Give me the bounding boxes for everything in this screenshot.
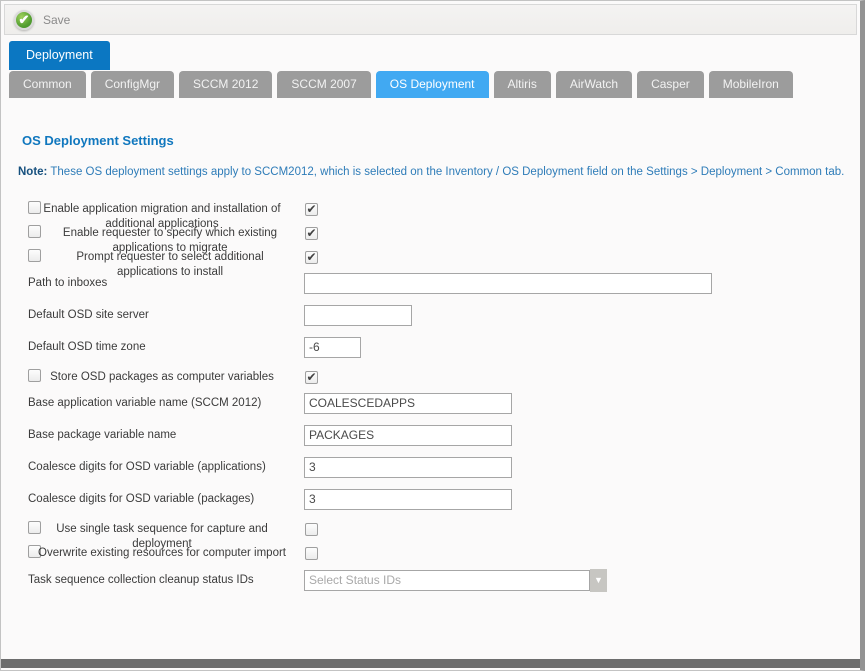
tab-configmgr[interactable]: ConfigMgr — [91, 71, 174, 98]
form-row — [28, 569, 848, 592]
form-row — [28, 521, 268, 550]
dropdown-arrow-icon[interactable]: ▼ — [590, 569, 607, 592]
toolbar — [4, 4, 857, 35]
use-single-task-sequence-checkbox[interactable] — [305, 523, 318, 536]
save-check-icon: ✔ — [14, 10, 34, 30]
form-row — [28, 305, 848, 326]
default-osd-time-zone-label: Default OSD time zone — [28, 340, 146, 353]
form-row — [28, 249, 317, 278]
form-row — [28, 545, 286, 559]
tab-airwatch[interactable]: AirWatch — [556, 71, 632, 98]
enable-application-migration-label: Enable application migration and installation of additional applications — [43, 202, 281, 230]
enable-requester-specify-migrate-checkbox[interactable]: ✔ — [306, 225, 317, 240]
prompt-requester-additional-apps-label: Prompt requester to select additional applications to install — [76, 250, 264, 278]
save-button-label: Save — [43, 12, 71, 27]
coalesce-digits-packages-label: Coalesce digits for OSD variable (packages) — [28, 492, 255, 505]
path-to-inboxes-label: Path to inboxes — [28, 276, 108, 289]
store-osd-packages-as-computer-variables-checkbox[interactable]: ✔ — [306, 369, 317, 384]
overwrite-existing-resources-checkbox[interactable] — [305, 547, 318, 560]
tab-common[interactable]: Common — [9, 71, 86, 98]
task-sequence-cleanup-status-ids-label: Task sequence collection cleanup status IDs — [28, 573, 254, 586]
base-package-variable-name-input[interactable] — [304, 425, 512, 446]
form-row — [28, 337, 848, 358]
window-bottom-frame — [1, 659, 860, 668]
note-body: These OS deployment settings apply to SCCM2012, which is selected on the Inventory / OS Deployment field on the Settings > Deployment > Common tab. — [50, 166, 845, 178]
base-application-variable-name-input[interactable] — [304, 393, 512, 414]
tab-sccm-2007[interactable]: SCCM 2007 — [277, 71, 370, 98]
prompt-requester-additional-apps-checkbox[interactable]: ✔ — [306, 249, 317, 264]
form-row — [28, 273, 848, 294]
default-osd-time-zone-input[interactable] — [304, 337, 361, 358]
form-row — [28, 201, 317, 230]
base-application-variable-name-label: Base application variable name (SCCM 2012) — [28, 396, 262, 409]
coalesce-digits-packages-input[interactable] — [304, 489, 512, 510]
tab-mobileiron[interactable]: MobileIron — [709, 71, 793, 98]
path-to-inboxes-input[interactable] — [304, 273, 712, 294]
store-osd-packages-as-computer-variables-label: Store OSD packages as computer variables — [50, 370, 274, 383]
tab-sccm-2012[interactable]: SCCM 2012 — [179, 71, 272, 98]
note-prefix: Note: — [18, 166, 48, 178]
settings-form — [28, 201, 848, 592]
form-row — [28, 489, 848, 510]
base-package-variable-name-label: Base package variable name — [28, 428, 177, 441]
form-row — [28, 369, 317, 384]
page-title: OS Deployment Settings — [22, 133, 174, 148]
content-area — [4, 98, 858, 592]
save-button[interactable] — [14, 10, 70, 30]
tab-deployment[interactable]: Deployment — [9, 41, 110, 70]
enable-application-migration-checkbox[interactable]: ✔ — [306, 201, 317, 216]
coalesce-digits-applications-label: Coalesce digits for OSD variable (applications) — [28, 460, 266, 473]
task-sequence-cleanup-status-ids-input[interactable] — [304, 570, 590, 591]
form-row — [28, 425, 848, 446]
default-osd-site-server-label: Default OSD site server — [28, 308, 149, 321]
coalesce-digits-applications-input[interactable] — [304, 457, 512, 478]
form-row — [28, 457, 848, 478]
tab-os-deployment[interactable]: OS Deployment — [376, 71, 489, 98]
use-single-task-sequence-label: Use single task sequence for capture and deployment — [56, 522, 268, 550]
tab-casper[interactable]: Casper — [637, 71, 704, 98]
enable-requester-specify-migrate-label: Enable requester to specify which existing applications to migrate — [62, 226, 278, 254]
form-row — [28, 393, 848, 414]
default-osd-site-server-input[interactable] — [304, 305, 412, 326]
sub-tabs-row — [9, 71, 858, 98]
note-text — [18, 165, 848, 180]
form-row — [28, 225, 317, 254]
overwrite-existing-resources-label: Overwrite existing resources for computer import — [38, 546, 286, 559]
task-sequence-cleanup-status-ids-dropdown[interactable] — [304, 569, 607, 592]
tab-altiris[interactable]: Altiris — [494, 71, 551, 98]
primary-tab-row — [9, 41, 858, 69]
